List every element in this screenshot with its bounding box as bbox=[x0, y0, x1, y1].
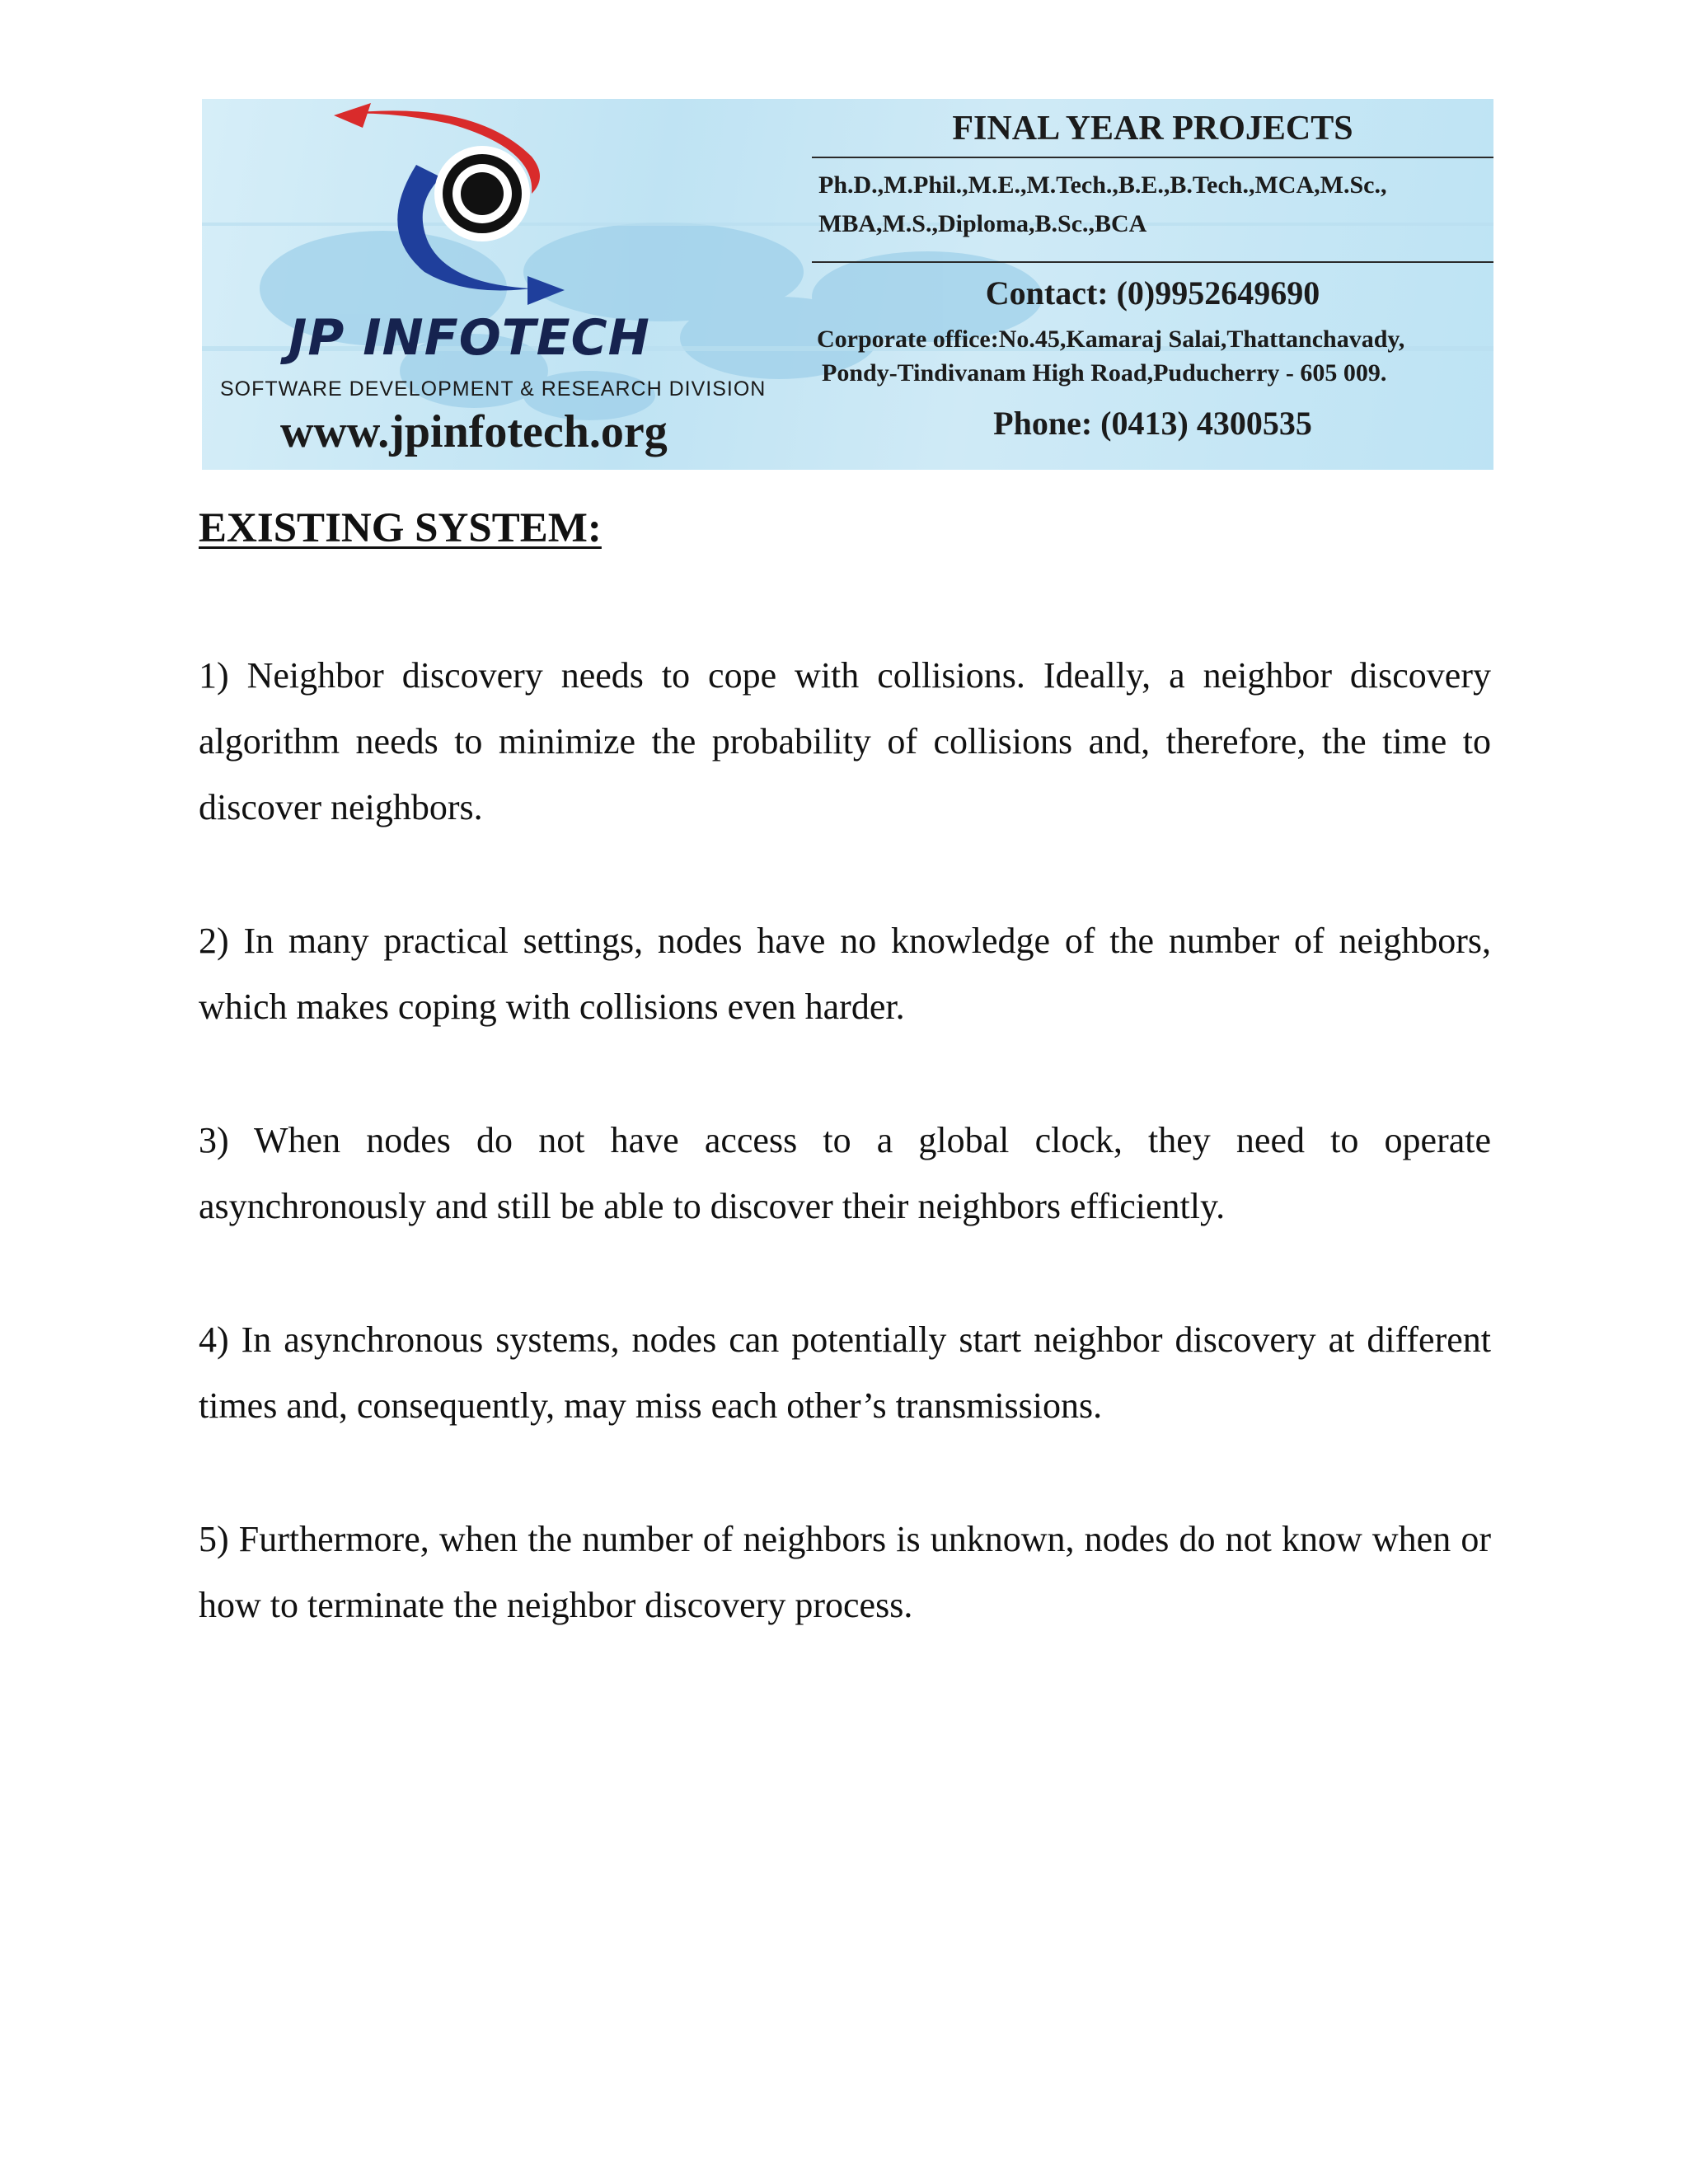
contact-number: Contact: (0)9952649690 bbox=[985, 274, 1320, 312]
office-address-line-1: Corporate office:No.45,Kamaraj Salai,Thattanchavady, bbox=[817, 326, 1405, 353]
degrees-line-1: Ph.D.,M.Phil.,M.E.,M.Tech.,B.E.,B.Tech.,MCA,M.Sc., bbox=[818, 171, 1387, 199]
divider bbox=[812, 261, 1493, 263]
list-item: 5) Furthermore, when the number of neighbors is unknown, nodes do not know when or how to terminate the neighbor discovery process. bbox=[199, 1519, 1491, 1625]
existing-system-list bbox=[199, 643, 1491, 1706]
list-item: 3) When nodes do not have access to a global clock, they need to operate asynchronously and still be able to discover their neighbors efficiently. bbox=[199, 1120, 1491, 1226]
list-item: 4) In asynchronous systems, nodes can potentially start neighbor discovery at different times and, consequently, may miss each other’s transmissions. bbox=[199, 1319, 1491, 1426]
list-item: 1) Neighbor discovery needs to cope with collisions. Ideally, a neighbor discovery algorithm needs to minimize the probability of collisions and, therefore, the time to discover neighbors. bbox=[199, 655, 1491, 827]
degrees-line-2: MBA,M.S.,Diploma,B.Sc.,BCA bbox=[818, 210, 1147, 237]
list-item: 2) In many practical settings, nodes have no knowledge of the number of neighbors, which makes coping with collisions even harder. bbox=[199, 921, 1491, 1027]
banner-info-panel bbox=[812, 99, 1493, 470]
banner-title: FINAL YEAR PROJECTS bbox=[952, 110, 1353, 148]
brand-name: JP INFOTECH bbox=[288, 309, 650, 367]
section-heading: EXISTING SYSTEM: bbox=[199, 505, 602, 551]
eye-swoosh-logo-icon bbox=[326, 99, 672, 321]
header-banner bbox=[202, 99, 1493, 470]
divider bbox=[812, 157, 1493, 158]
phone-number: Phone: (0413) 4300535 bbox=[993, 405, 1312, 442]
office-address-line-2: Pondy-Tindivanam High Road,Puducherry - 605 009. bbox=[822, 359, 1387, 387]
website-link[interactable]: www.jpinfotech.org bbox=[280, 406, 668, 457]
brand-tagline: SOFTWARE DEVELOPMENT & RESEARCH DIVISION bbox=[220, 377, 767, 401]
